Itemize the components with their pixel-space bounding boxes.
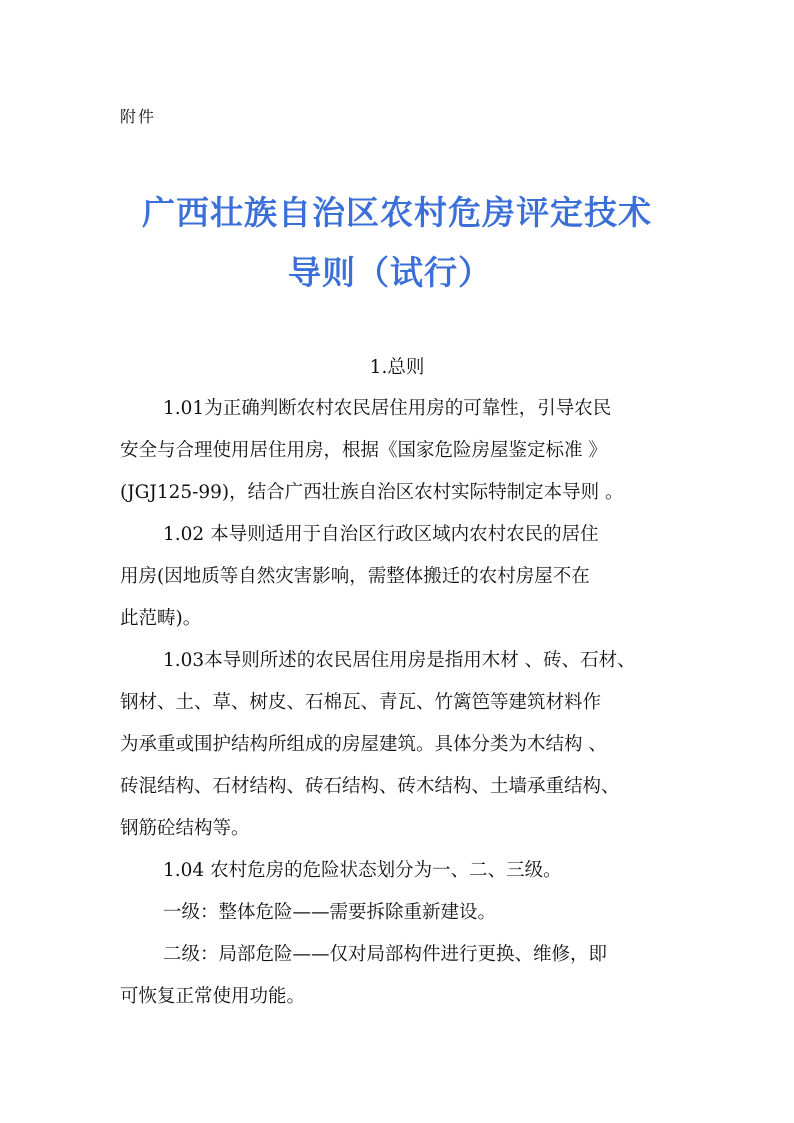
document-title-line-2: 导则（试行）	[288, 253, 492, 292]
paragraph-line: 安全与合理使用居住用房，根据《国家危险房屋鉴定标准 》	[120, 440, 607, 461]
paragraph-line: 1.03本导则所述的农民居住用房是指用木材 、砖、石材、	[163, 650, 636, 671]
paragraph-line: (JGJ125-99)，结合广西壮族自治区农村实际特制定本导则 。	[120, 482, 624, 503]
paragraph-line: 砖混结构、石材结构、砖石结构、砖木结构、土墙承重结构、	[120, 776, 620, 797]
paragraph-line: 钢材、土、草、树皮、石棉瓦、青瓦、竹篱笆等建筑材料作	[120, 692, 602, 713]
paragraph-line: 一级：整体危险——需要拆除重新建设。	[163, 902, 497, 923]
document-title-line-1: 广西壮族自治区农村危房评定技术	[142, 193, 652, 232]
paragraph-line: 1.02 本导则适用于自治区行政区域内农村农民的居住	[163, 524, 599, 545]
paragraph-line: 1.04 农村危房的危险状态划分为一、二、三级。	[163, 860, 562, 881]
paragraph-line: 二级：局部危险——仅对局部构件进行更换、维修，即	[163, 944, 608, 965]
paragraph-line: 1.01为正确判断农村农民居住用房的可靠性，引导农民	[163, 398, 612, 419]
paragraph-line: 可恢复正常使用功能。	[120, 986, 306, 1007]
section-heading: 1.总则	[369, 357, 425, 378]
paragraph-line: 钢筋砼结构等。	[120, 818, 250, 839]
paragraph-line: 用房(因地质等自然灾害影响，需整体搬迁的农村房屋不在	[120, 566, 590, 587]
paragraph-line: 此范畴)。	[120, 608, 202, 629]
attachment-label: 附件	[120, 107, 157, 126]
paragraph-line: 为承重或围护结构所组成的房屋建筑。具体分类为木结构 、	[120, 734, 607, 755]
